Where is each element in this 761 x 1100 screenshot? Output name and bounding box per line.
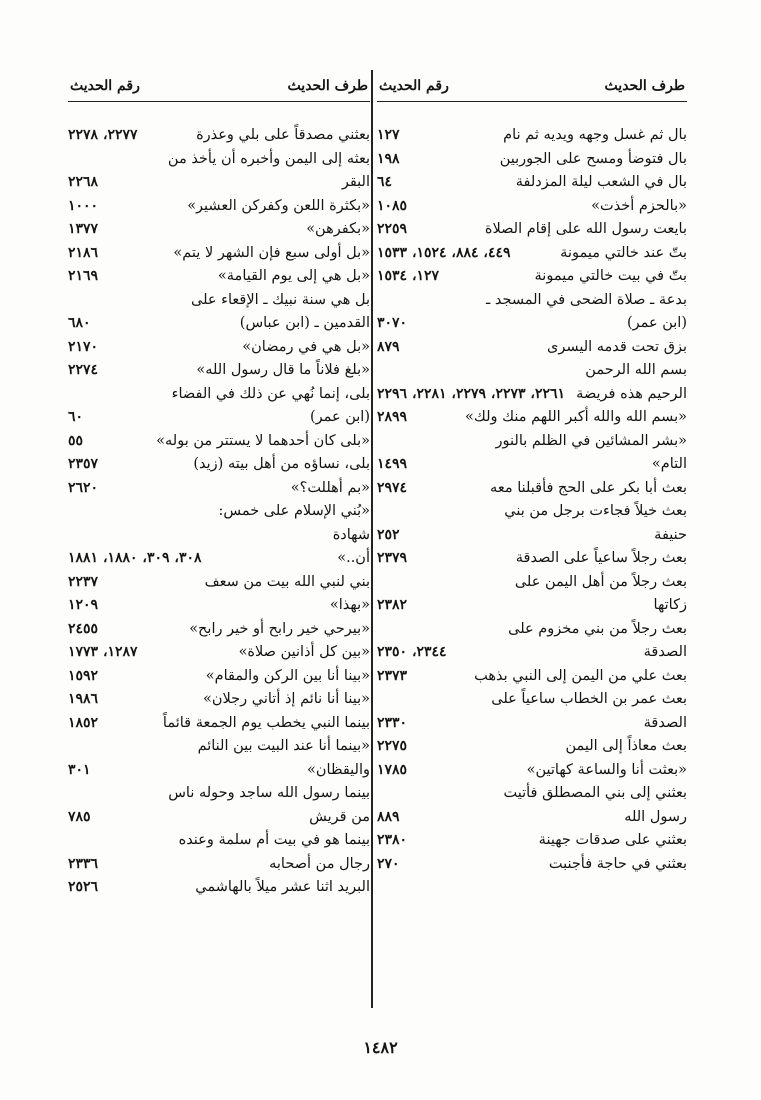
- hadith-number: ١٠٠٠: [68, 197, 99, 214]
- index-entry: [68, 218, 370, 242]
- hadith-number: ٢٣٤٤، ٢٣٥٠: [377, 644, 447, 660]
- hadith-opening: بايعت رسول الله على إقام الصلاة: [484, 221, 687, 237]
- hadith-number: ١٨٥٢: [68, 714, 99, 731]
- hadith-number: ٢٢٧٤: [68, 362, 99, 378]
- hadith-opening: بتّ في بيت خالتي ميمونة: [534, 268, 687, 284]
- hadith-number: ٢٤٥٥: [68, 620, 99, 637]
- index-column-right: [377, 75, 687, 876]
- index-entry: [68, 359, 370, 383]
- index-entry: [68, 148, 370, 195]
- index-entry: [377, 265, 687, 289]
- index-entry: [377, 829, 687, 853]
- hadith-number: ٢٥٢٦: [68, 879, 99, 895]
- hadith-opening: «بلغ فلاناً ما قال رسول الله»: [196, 362, 370, 378]
- index-entry: [377, 406, 687, 430]
- hadith-number: ٢٥٢: [377, 526, 400, 543]
- hadith-opening: «بسم الله والله أكبر اللهم منك ولك»: [465, 409, 687, 425]
- header-term-label: طرف الحديث: [287, 78, 368, 94]
- index-entry: [377, 124, 687, 148]
- hadith-number: ٦٨٠: [68, 315, 91, 331]
- index-entry: [377, 430, 687, 477]
- header-number-label: رقم الحديث: [379, 78, 449, 94]
- hadith-number: ٨٨٩: [377, 808, 400, 825]
- hadith-number: ١٢٧، ١٥٣٤: [377, 268, 440, 284]
- hadith-number: ٤٤٩، ٨٨٤، ١٥٢٤، ١٥٣٣: [377, 244, 511, 261]
- header-number-label: رقم الحديث: [70, 78, 140, 94]
- hadith-number: ٢٧٠: [377, 855, 400, 872]
- index-entry: [68, 641, 370, 665]
- page-number: ١٤٨٢: [363, 1038, 398, 1057]
- entries-right: [377, 124, 687, 876]
- hadith-number: ٢٣٧٩: [377, 550, 408, 566]
- index-entry: [68, 688, 370, 712]
- index-entry: [377, 735, 687, 759]
- hadith-opening: بعثه إلى اليمن وأخبره أن يأخذ من البقر: [167, 150, 370, 190]
- hadith-opening: «بكثرة اللعن وكفركن العشير»: [187, 197, 370, 214]
- hadith-opening: بلى، نساؤه من أهل بيته (زيد): [193, 456, 370, 472]
- index-entry: [68, 477, 370, 501]
- hadith-number: ١٢٨٧، ١٧٧٣: [68, 644, 138, 660]
- hadith-opening: «بينما أنا عند البيت بين النائم واليقظان»: [197, 738, 370, 778]
- hadith-number: ٢١٦٩: [68, 268, 99, 284]
- hadith-opening: بدعة ـ صلاة الضحى في المسجد ـ (ابن عمر): [485, 291, 687, 331]
- index-entry: [377, 242, 687, 266]
- hadith-number: ١٤٩٩: [377, 456, 408, 472]
- hadith-number: ٢١٧٠: [68, 338, 99, 355]
- hadith-opening: بعث علي من اليمن إلى النبي بذهب: [474, 667, 687, 684]
- column-divider: [371, 70, 373, 1008]
- index-entry: [68, 594, 370, 618]
- hadith-number: ٧٨٥: [68, 808, 91, 825]
- index-entry: [68, 265, 370, 289]
- hadith-number: ٣٠٧٠: [377, 315, 408, 331]
- hadith-number: ١٥٩٢: [68, 667, 99, 684]
- index-entry: [68, 242, 370, 266]
- hadith-number: ١٢٧: [377, 127, 400, 143]
- hadith-opening: بعث عمر بن الخطاب ساعياً على الصدقة: [491, 691, 687, 731]
- hadith-opening: «بهذا»: [329, 597, 370, 613]
- hadith-opening: «بين كل أذانين صلاة»: [238, 644, 370, 660]
- hadith-opening: بعث رجلاً ساعياً على الصدقة: [515, 550, 687, 566]
- index-entry: [377, 218, 687, 242]
- hadith-number: ٢٢٣٧: [68, 573, 99, 590]
- hadith-number: ١٠٨٥: [377, 197, 408, 214]
- hadith-opening: «بشر المشائين في الظلم بالنور التام»: [495, 432, 687, 472]
- hadith-number: ٢٣٧٣: [377, 667, 408, 684]
- index-entry: [377, 571, 687, 618]
- hadith-opening: بسم الله الرحمن الرحيم هذه فريضة: [576, 362, 687, 402]
- index-column-left: [68, 75, 370, 900]
- hadith-opening: «بينا أنا نائم إذ أتاني رجلان»: [203, 691, 370, 707]
- header-term-label: طرف الحديث: [604, 78, 685, 94]
- index-entry: [377, 759, 687, 783]
- hadith-opening: بال فتوضأ ومسح على الجوربين: [499, 150, 687, 167]
- index-entry: [68, 500, 370, 571]
- hadith-opening: بعثني إلى بني المصطلق فأتيت رسول الله: [503, 785, 687, 825]
- hadith-number: ٨٧٩: [377, 338, 400, 355]
- hadith-opening: «بم أهللت؟»: [290, 479, 370, 496]
- hadith-opening: «بل أولى سبع فإن الشهر لا يتم»: [173, 244, 370, 261]
- hadith-opening: بلى، إنما نُهي عن ذلك في الفضاء (ابن عمر): [171, 385, 370, 425]
- hadith-opening: البريد اثنا عشر ميلاً بالهاشمي: [195, 879, 370, 895]
- hadith-opening: بعثني مصدقاً على بلي وعذرة: [196, 127, 370, 143]
- hadith-number: ٢٢٥٩: [377, 221, 408, 237]
- index-entry: [68, 383, 370, 430]
- hadith-opening: بعث رجلاً من بني مخزوم على الصدقة: [508, 620, 687, 660]
- index-entry: [377, 665, 687, 689]
- hadith-opening: «بل هي في رمضان»: [242, 338, 370, 355]
- hadith-opening: بل هي سنة نبيك ـ الإقعاء على القدمين ـ (ابن عباس): [191, 291, 370, 331]
- hadith-number: ٢٩٧٤: [377, 479, 408, 496]
- hadith-number: ٢١٨٦: [68, 244, 99, 261]
- hadith-number: ٢٣٣٦: [68, 855, 99, 872]
- index-entry: [377, 148, 687, 172]
- index-entry: [68, 289, 370, 336]
- index-entry: [377, 547, 687, 571]
- hadith-number: ٦٠: [68, 409, 84, 425]
- hadith-opening: «بُني الإسلام على خمس: شهادة أن..»: [218, 503, 370, 566]
- index-entry: [377, 477, 687, 501]
- index-entry: [377, 618, 687, 665]
- hadith-opening: بعث معاذاً إلى اليمن: [565, 738, 687, 754]
- hadith-opening: بينما رسول الله ساجد وحوله ناس من قريش: [168, 785, 370, 825]
- hadith-number: ١٢٠٩: [68, 597, 99, 613]
- hadith-number: ٣٠١: [68, 761, 91, 778]
- index-entry: [68, 124, 370, 148]
- hadith-number: ٢٦٢٠: [68, 479, 99, 496]
- index-entry: [68, 735, 370, 782]
- index-entry: [68, 430, 370, 454]
- hadith-opening: بعث أبا بكر على الحج فأقبلنا معه: [490, 479, 687, 496]
- index-entry: [377, 195, 687, 219]
- hadith-opening: بعثني في حاجة فأجنبت: [548, 855, 687, 872]
- index-entry: [68, 336, 370, 360]
- index-entry: [68, 712, 370, 736]
- index-entry: [68, 453, 370, 477]
- hadith-opening: بعث رجلاً من أهل اليمن على زكاتها: [514, 573, 687, 613]
- index-entry: [68, 195, 370, 219]
- column-header-left: [68, 75, 370, 102]
- hadith-number: ٢٣٨٢: [377, 597, 408, 613]
- entries-left: [68, 124, 370, 900]
- hadith-opening: بني لنبي الله بيت من سعف: [204, 573, 370, 590]
- hadith-opening: «بلى كان أحدهما لا يستتر من بوله»: [156, 432, 370, 449]
- hadith-number: ٦٤: [377, 174, 393, 190]
- index-entry: [68, 618, 370, 642]
- hadith-number: ٢٣٥٧: [68, 456, 99, 472]
- hadith-number: ٢٢٦٨: [68, 174, 99, 190]
- hadith-opening: بال في الشعب ليلة المزدلفة: [515, 174, 687, 190]
- hadith-opening: «بيرحي خير رابح أو خير رابح»: [189, 620, 370, 637]
- hadith-number: ١٧٨٥: [377, 761, 408, 778]
- index-entry: [377, 289, 687, 336]
- hadith-number: ٢٢٧٥: [377, 738, 408, 754]
- hadith-number: ٢٨٩٩: [377, 409, 408, 425]
- hadith-number: ٢٢٦١، ٢٢٧٣، ٢٢٧٩، ٢٢٨١، ٢٢٩٦: [377, 385, 566, 402]
- column-header-right: [377, 75, 687, 102]
- index-entry: [377, 359, 687, 406]
- hadith-number: ٥٥: [68, 432, 84, 449]
- hadith-opening: بينما النبي يخطب يوم الجمعة قائماً: [162, 714, 370, 731]
- hadith-opening: «بكفرهن»: [306, 221, 370, 237]
- index-entry: [68, 782, 370, 829]
- hadith-number: ١٩٨: [377, 150, 400, 167]
- index-entry: [377, 853, 687, 877]
- hadith-opening: «بالحزم أخذت»: [591, 197, 687, 214]
- hadith-number: ١٩٨٦: [68, 691, 99, 707]
- hadith-opening: «بعثت أنا والساعة كهاتين»: [526, 761, 687, 778]
- hadith-number: ٣٠٨، ٣٠٩، ١٨٨٠، ١٨٨١: [68, 550, 202, 566]
- hadith-number: ١٣٧٧: [68, 221, 99, 237]
- hadith-opening: بال ثم غسل وجهه ويديه ثم نام: [503, 127, 687, 143]
- hadith-opening: بينما هو في بيت أم سلمة وعنده رجال من أصحابه: [178, 832, 370, 872]
- hadith-opening: بتّ عند خالتي ميمونة: [560, 244, 687, 261]
- index-entry: [377, 782, 687, 829]
- index-entry: [377, 171, 687, 195]
- index-entry: [377, 500, 687, 547]
- index-entry: [377, 336, 687, 360]
- index-entry: [377, 688, 687, 735]
- hadith-opening: بعث خيلاً فجاءت برجل من بني حنيفة: [504, 503, 687, 543]
- hadith-opening: بعثني على صدقات جهينة: [538, 832, 687, 848]
- index-entry: [68, 571, 370, 595]
- hadith-opening: بزق تحت قدمه اليسرى: [547, 338, 687, 355]
- index-entry: [68, 665, 370, 689]
- hadith-number: ٢٣٨٠: [377, 832, 408, 848]
- hadith-number: ٢٢٧٧، ٢٢٧٨: [68, 127, 138, 143]
- hadith-opening: «بل هي إلى يوم القيامة»: [217, 268, 370, 284]
- hadith-number: ٢٣٣٠: [377, 714, 408, 731]
- hadith-opening: «بينا أنا بين الركن والمقام»: [205, 667, 370, 684]
- index-entry: [68, 876, 370, 900]
- index-entry: [68, 829, 370, 876]
